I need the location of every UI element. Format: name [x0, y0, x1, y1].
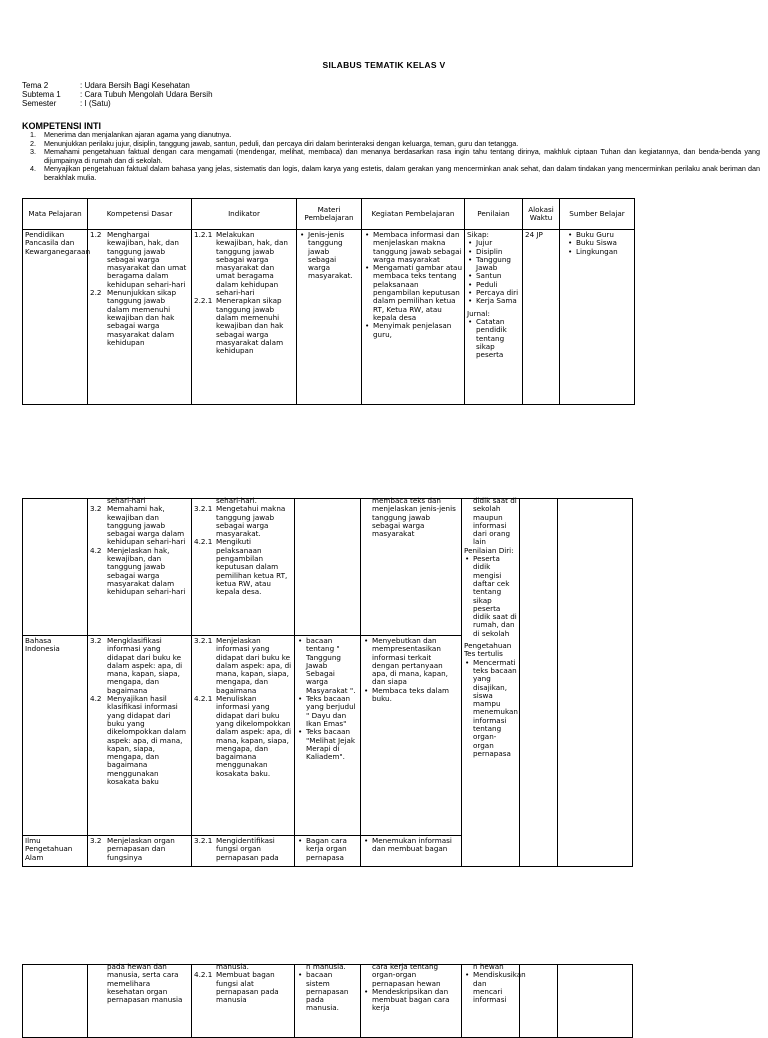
list-item: • Disiplin: [476, 248, 520, 256]
ki-heading: KOMPETENSI INTI: [22, 121, 102, 131]
cell-sumber: [558, 965, 633, 1038]
cell-kd: sehari-hari 3.2 Memahami hak, kewajiban dan tanggung jawab sebagai warga dalam kehidupan sehari-hari 4.2 Menjelaskan hak, kewajiban, dan tanggung jawab sebagai warga masyarakat dalam kehidupan sehari-hari: [88, 499, 192, 636]
ki-list: [22, 131, 760, 183]
list-item: • Menyebutkan dan mempresentasikan informasi terkait dengan pertanyaan apa, di mana, kapan, dan siapa: [372, 637, 459, 687]
cell-kd: pada hewan dan manusia, serta cara memelihara kesehatan organ pernapasan manusia: [88, 965, 192, 1038]
cell-alokasi: 24 JP: [523, 230, 560, 405]
cell-kegiatan: [361, 836, 462, 867]
meta-row-subtema: [22, 90, 213, 99]
list-item: • Lingkungan: [576, 248, 632, 256]
header-kegiatan: Kegiatan Pembelajaran: [362, 199, 465, 230]
list-item: • Kerja Sama: [476, 297, 520, 305]
cell-penilaian: n hewan • Mendiskusikan dan mencari informasi: [462, 965, 520, 1038]
list-item: • Teks bacaan "Melihat Jejak Merapi di Kaliadem".: [306, 728, 358, 761]
list-item: • Mencermati teks bacaan yang disajikan, siswa mampu menemukan informasi tentang organ-organ pernapasa: [473, 659, 517, 759]
cell-mapel: [23, 499, 88, 636]
list-item: • Bagan cara kerja organ pernapasa: [306, 837, 358, 862]
cell-kegiatan: [362, 230, 465, 405]
list-item: • Mendiskusikan dan mencari informasi: [473, 971, 517, 1004]
cell-penilaian: Sikap: • Jujur • Disiplin • Tanggung Jawab • Santun • Peduli • Percaya diri • Kerja Sama Jurnal: • Catatan pendidik tentang sikap peserta: [465, 230, 523, 405]
cell-mapel: Bahasa Indonesia: [23, 636, 88, 836]
list-item: • Mendeskripsikan dan membuat bagan cara kerja: [372, 988, 459, 1013]
meta-key: Tema 2: [22, 81, 49, 90]
ki-item: 2. Menunjukkan perilaku jujur, disiplin, tanggung jawab, santun, peduli, dan percaya diri dalam berinteraksi dengan keluarga, teman, guru dan tetangga.: [30, 138, 519, 148]
cell-sumber: [560, 230, 635, 405]
table-header-row: [23, 199, 635, 230]
cell-materi: [295, 499, 361, 636]
cell-materi: [297, 230, 362, 405]
table-row: [23, 499, 633, 636]
cell-indikator: 3.2.1 Menjelaskan informasi yang didapat dari buku ke dalam aspek: apa, di mana, kapan, siapa, mengapa, dan bagaimana 4.2.1 Menuliskan informasi yang didapat dari buku yang dikelompokkan dalam aspek: apa, di mana, kapan, siapa, mengapa, dan bagaimana menggunakan kosakata baku.: [192, 636, 295, 836]
header-materi: Materi Pembelajaran: [297, 199, 362, 230]
list-item: • Mengamati gambar atau membaca teks tentang pelaksanaan pengambilan keputusan dalam pemilihan ketua RT, Ketua RW, atau kepala desa: [373, 264, 462, 322]
list-item: • bacaan tentang " Tanggung Jawab Sebagai warga Masyarakat ".: [306, 637, 358, 695]
list-item: • Buku Siswa: [576, 239, 632, 247]
cell-materi: n manusia. • bacaan sistem pernapasan pada manusia.: [295, 965, 361, 1038]
list-item: • Jujur: [476, 239, 520, 247]
table-row: [23, 230, 635, 405]
cell-kd: 1.2 Menghargai kewajiban, hak, dan tanggung jawab sebagai warga masyarakat dan umat beragama dalam kehidupan sehari-hari 2.2 Menunjukkan sikap tanggung jawab dalam memenuhi kewajiban dan hak sebagai warga masyarakat dalam kehidupan: [88, 230, 192, 405]
list-item: • Peduli: [476, 281, 520, 289]
page-3: [0, 925, 768, 1024]
meta-value: : Udara Bersih Bagi Kesehatan: [80, 81, 190, 90]
list-item: • Catatan pendidik tentang sikap peserta: [476, 318, 520, 359]
header-sumber: Sumber Belajar: [560, 199, 635, 230]
list-item: • bacaan sistem pernapasan pada manusia.: [306, 971, 358, 1012]
cell-indikator: 3.2.1 Mengidentifikasi fungsi organ pernapasan pada: [192, 836, 295, 867]
header-penilaian: Penilaian: [465, 199, 523, 230]
syllabus-table-page-1: [22, 198, 635, 405]
cell-mapel: Ilmu Pengetahuan Alam: [23, 836, 88, 867]
cell-mapel: Pendidikan Pancasila dan Kewarganegaraan: [23, 230, 88, 405]
cell-mapel: [23, 965, 88, 1038]
meta-row-tema: [22, 81, 213, 90]
list-item: • Peserta didik mengisi daftar cek tentang sikap: [473, 555, 517, 605]
page-2: [0, 455, 768, 925]
ki-item: 3. Memahami pengetahuan faktual dengan cara mengamati (mendengar, melihat, membaca) dan menanya berdasarkan rasa ingin tahu tentang dirinya, makhluk ciptaan Tuhan dan kegiatannya, dan benda-benda yang dijumpainya di rumah dan di sekolah.: [30, 147, 760, 165]
cell-kegiatan: cara kerja tentang organ-organ pernapasan hewan • Mendeskripsikan dan membuat bagan cara kerja: [361, 965, 462, 1038]
list-item: • Membaca informasi dan menjelaskan makna tanggung jawab sebagai warga masyarakat: [373, 231, 462, 264]
header-mapel: Mata Pelajaran: [23, 199, 88, 230]
meta-row-semester: [22, 99, 213, 108]
list-item: • Membaca teks dalam buku.: [372, 687, 459, 704]
cell-kd: 3.2 Menjelaskan organ pernapasan dan fungsinya: [88, 836, 192, 867]
list-item: • Tanggung Jawab: [476, 256, 520, 273]
cell-alokasi: [520, 499, 558, 867]
list-item: • Jenis-jenis tanggung jawab sebagai warga masyarakat.: [308, 231, 359, 281]
list-item: • Menyimak penjelasan guru,: [373, 322, 462, 339]
cell-materi: [295, 836, 361, 867]
cell-indikator: sehari-hari. 3.2.1 Mengetahui makna tanggung jawab sebagai warga masyarakat. 4.2.1 Mengikuti pelaksanaan pengambilan keputusan dalam pemilihan ketua RT, ketua RW, atau kepala desa.: [192, 499, 295, 636]
meta-value: : Cara Tubuh Mengolah Udara Bersih: [80, 90, 213, 99]
header-indikator: Indikator: [192, 199, 297, 230]
list-item: • Percaya diri: [476, 289, 520, 297]
cell-indikator: 1.2.1 Melakukan kewajiban, hak, dan tanggung jawab sebagai warga masyarakat dan umat beragama dalam kehidupan sehari-hari 2.2.1 Menerapkan sikap tanggung jawab dalam memenuhi kewajiban dan hak sebagai warga masyarakat dalam kehidupan: [192, 230, 297, 405]
cell-materi: [295, 636, 361, 836]
table-row: [23, 965, 633, 1038]
cell-penilaian: didik saat di sekolah maupun informasi dari orang lain Penilaian Diri: • Peserta didik mengisi daftar cek tentang sikap peserta didik saat di rumah, dan di sekolah Pengetahuan Tes tertulis • Mencermati teks bacaan yang disajikan, siswa mampu menemukan informasi tentang organ-organ pernapasa: [462, 499, 520, 867]
cell-kegiatan: membaca teks dan menjelaskan jenis-jenis tanggung jawab sebagai warga masyarakat: [361, 499, 462, 636]
meta-key: Semester: [22, 99, 57, 108]
header-alokasi: Alokasi Waktu: [523, 199, 560, 230]
list-item: • Teks bacaan yang berjudul " Dayu dan Ikan Emas": [306, 695, 358, 728]
cell-kegiatan: [361, 636, 462, 836]
page-title: SILABUS TEMATIK KELAS V: [322, 60, 446, 70]
syllabus-table-page-3: [22, 964, 633, 1038]
cell-indikator: manusia. 4.2.1 Membuat bagan fungsi alat pernapasan pada manusia: [192, 965, 295, 1038]
syllabus-table-page-2: [22, 498, 633, 867]
header-kd: Kompetensi Dasar: [88, 199, 192, 230]
page-1: [0, 0, 768, 455]
ki-item: 4. Menyajikan pengetahuan faktual dalam bahasa yang jelas, sistematis dan logis, dalam karya yang estetis, dalam gerakan yang mencerminkan anak sehat, dan dalam tindakan yang mencerminkan perilaku anak beriman dan berakhlak mulia.: [30, 164, 760, 182]
meta-key: Subtema 1: [22, 90, 61, 99]
cell-sumber: [558, 499, 633, 867]
syllabus-meta: [22, 81, 213, 108]
cell-kd: 3.2 Mengklasifikasi informasi yang didapat dari buku ke dalam aspek: apa, di mana, kapan, siapa, mengapa, dan bagaimana 4.2 Menyajikan hasil klasifikasi informasi yang didapat dari buku yang dikelompokkan dalam aspek: apa, di mana, kapan, siapa, mengapa, dan bagaimana menggunakan kosakata baku: [88, 636, 192, 836]
ki-item: 1. Menerima dan menjalankan ajaran agama yang dianutnya.: [30, 130, 232, 139]
meta-value: : I (Satu): [80, 99, 111, 108]
list-item: • Buku Guru: [576, 231, 632, 239]
list-item: • Santun: [476, 272, 520, 280]
list-item: • Menemukan informasi dan membuat bagan: [372, 837, 459, 854]
